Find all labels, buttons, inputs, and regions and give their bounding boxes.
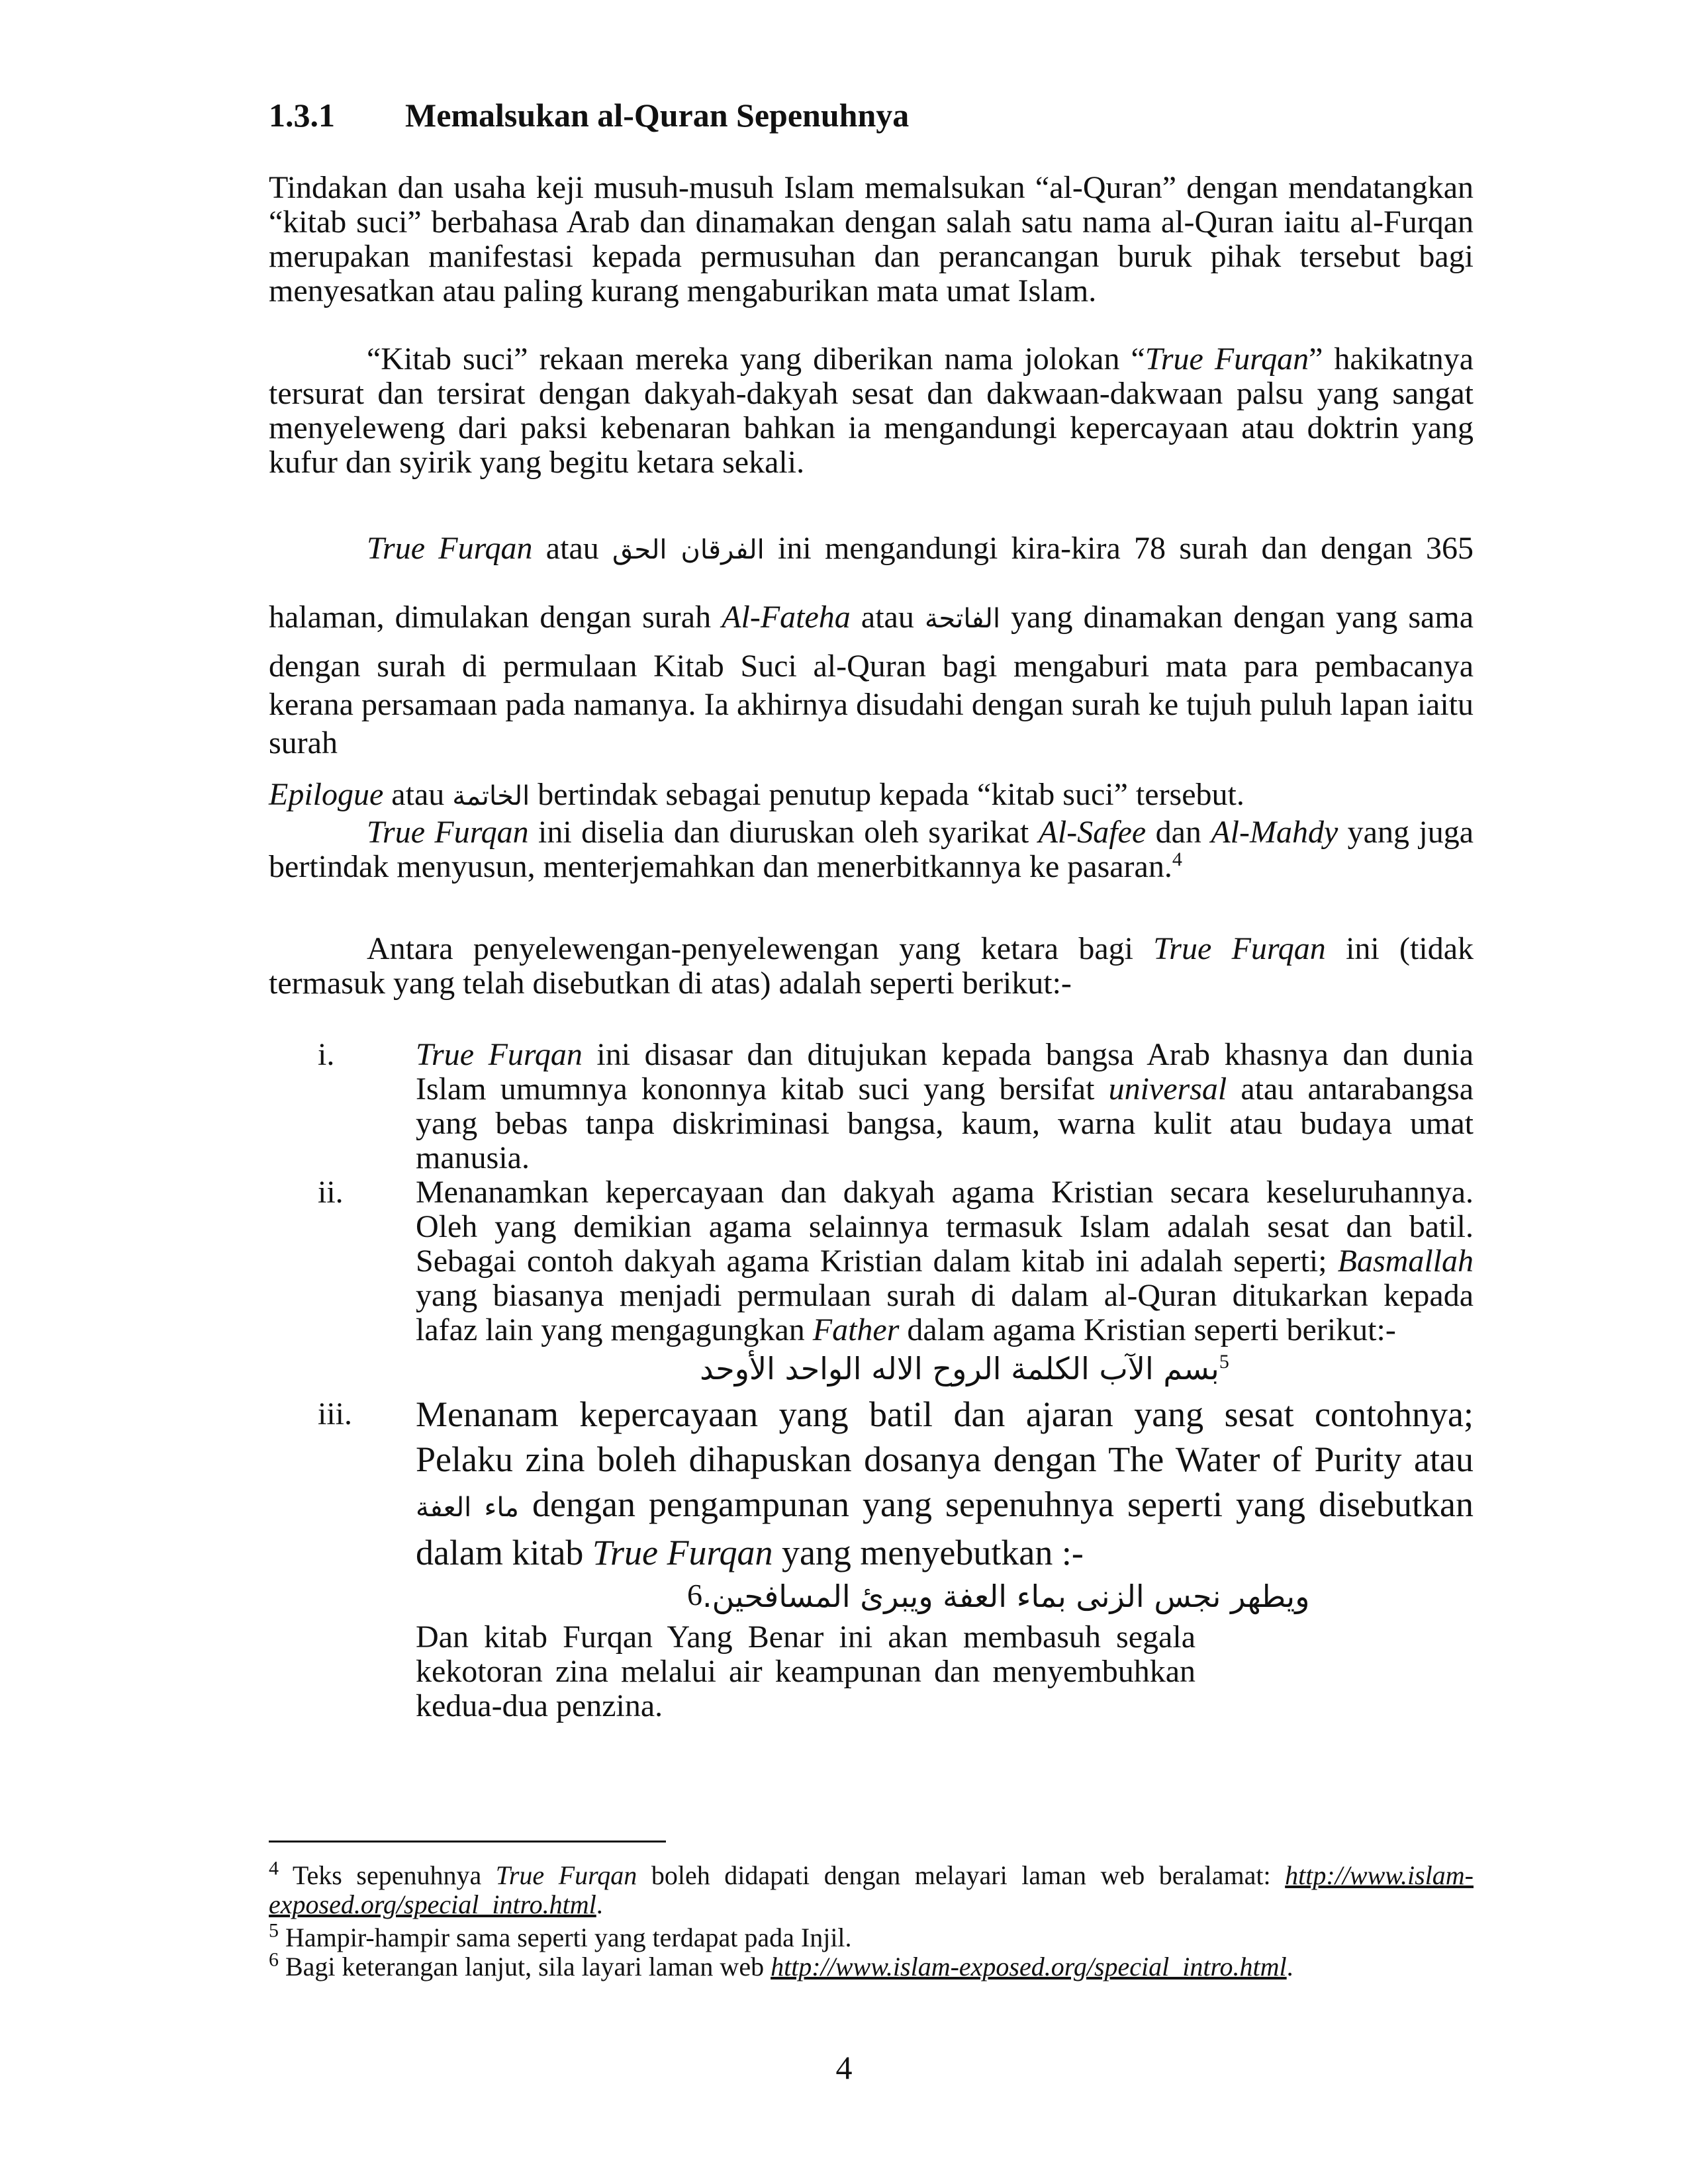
paragraph-4 <box>269 815 1474 884</box>
footnote-6 <box>269 1948 1474 1981</box>
page-number: 4 <box>835 2049 853 2086</box>
footnote-5 <box>269 1919 1474 1952</box>
text: ini diselia dan diuruskan oleh syarikat <box>528 815 1039 850</box>
text: dalam agama Kristian seperti berikut:- <box>899 1312 1396 1347</box>
text: Bagi keterangan lanjut, sila layari laman web <box>285 1952 771 1981</box>
text: atau <box>850 600 925 635</box>
list-marker: i. <box>318 1037 335 1072</box>
text: . <box>1286 1952 1293 1981</box>
text: “Kitab suci” rekaan mereka yang diberikan nama jolokan “ <box>367 341 1145 377</box>
text: Antara penyelewengan-penyelewengan yang ketara bagi <box>367 931 1154 966</box>
arabic-quote: بسم الآب الكلمة الروح الاله الواحد الأوحد <box>700 1351 1219 1387</box>
list-marker: iii. <box>318 1396 353 1432</box>
text: dengan pengampunan yang sepenuhnya seperti yang disebutkan dalam kitab <box>416 1484 1474 1572</box>
arabic-term: ماء العفة <box>416 1492 519 1523</box>
text: atau antarabangsa yang bebas tanpa diskriminasi bangsa, kaum, warna kulit atau budaya umat manusia. <box>416 1071 1474 1175</box>
footnote-4 <box>269 1857 1474 1919</box>
text: ini disasar dan ditujukan kepada bangsa Arab khasnya dan dunia Islam umumnya kononnya kitab suci yang bersifat <box>416 1037 1474 1107</box>
emphasis: Al-Mahdy <box>1211 815 1338 850</box>
footnote-ref[interactable]: 6 <box>687 1578 702 1612</box>
footnote-number: 6 <box>269 1948 279 1971</box>
list-marker: ii. <box>318 1175 344 1210</box>
list-item <box>269 1392 1474 1723</box>
text: dengan surah di permulaan Kitab Suci al-Quran bagi mengaburi mata para pembacanya kerana persamaan pada namanya. Ia akhirnya disudahi dengan surah ke tujuh puluh lapan iaitu surah <box>269 649 1474 760</box>
emphasis: True Furqan <box>1153 931 1326 966</box>
emphasis: universal <box>1108 1071 1227 1107</box>
text: yang menyebutkan :- <box>773 1533 1084 1572</box>
emphasis: True Furqan <box>416 1037 583 1072</box>
text: bertindak sebagai penutup kepada “kitab suci” tersebut. <box>530 777 1244 812</box>
text: Teks sepenuhnya <box>292 1860 496 1890</box>
text: yang dinamakan dengan yang sama <box>1000 600 1474 635</box>
footnote-link[interactable]: http://www.islam-exposed.org/special_intro.html <box>269 1860 1474 1919</box>
emphasis: Epilogue <box>269 777 384 812</box>
footnote-divider <box>269 1841 666 1843</box>
footnote-number: 5 <box>269 1919 279 1942</box>
text: yang biasanya menjadi permulaan surah di dalam al-Quran ditukarkan kepada lafaz lain yang mengagungkan <box>416 1278 1474 1347</box>
paragraph-3 <box>269 529 1474 815</box>
text: ” hakikatnya tersurat dan tersirat dengan dakyah-dakyah sesat dan dakwaan-dakwaan palsu yang sangat menyeleweng dari paksi kebenaran bahkan ia mengandungi kepercayaan atau doktrin yang kufur dan syirik yang begitu ketara sekali. <box>269 341 1474 480</box>
list-item <box>269 1175 1474 1387</box>
text: halaman, dimulakan dengan surah <box>269 600 722 635</box>
paragraph-5 <box>269 932 1474 1001</box>
text: boleh didapati dengan melayari laman web beralamat: <box>637 1860 1286 1890</box>
footnote-ref[interactable]: 4 <box>1172 848 1182 870</box>
text: dan <box>1146 815 1211 850</box>
text: atau <box>532 531 613 566</box>
text: Menanamkan kepercayaan dan dakyah agama Kristian secara keseluruhannya. Oleh yang demikian agama selainnya termasuk Islam adalah sesat dan batil. Sebagai contoh dakyah agama Kristian dalam kitab ini adalah seperti; <box>416 1175 1474 1279</box>
deviation-list <box>269 1038 1474 1723</box>
paragraph-2 <box>269 342 1474 480</box>
paragraph-1: Tindakan dan usaha keji musuh-musuh Islam memalsukan “al-Quran” dengan mendatangkan “kitab suci” berbahasa Arab dan dinamakan dengan salah satu nama al-Quran iaitu al-Furqan merupakan manifestasi kepada permusuhan dan perancangan buruk pihak tersebut bagi menyesatkan atau paling kurang mengaburikan mata umat Islam. <box>269 170 1474 308</box>
emphasis: True Furqan <box>367 531 533 566</box>
arabic-term: الفرقان الحق <box>612 535 765 565</box>
text: ini (tidak termasuk yang telah disebutkan di atas) adalah seperti berikut:- <box>269 931 1474 1001</box>
emphasis: Father <box>812 1312 900 1347</box>
text: Hampir-hampir sama seperti yang terdapat pada Injil. <box>285 1923 852 1952</box>
section-heading <box>269 96 909 134</box>
text: atau <box>383 777 453 812</box>
emphasis: Al-Fateha <box>722 600 851 635</box>
text: . <box>596 1889 603 1919</box>
footnote-number: 4 <box>269 1857 279 1880</box>
text: Menanam kepercayaan yang batil dan ajaran yang sesat contohnya; Pelaku zina boleh dihapuskan dosanya dengan The Water of Purity atau <box>416 1394 1474 1479</box>
footnote-link[interactable]: http://www.islam-exposed.org/special_intro.html <box>771 1952 1287 1981</box>
arabic-term: الخاتمة <box>452 781 530 811</box>
emphasis: Al-Safee <box>1038 815 1147 850</box>
list-item <box>269 1038 1474 1175</box>
arabic-term: الفاتحة <box>924 604 1001 634</box>
emphasis: True Furqan <box>1145 341 1309 377</box>
text: Dan kitab Furqan Yang Benar ini akan membasuh segala kekotoran zina melalui air keampunan dan menyembuhkan kedua-dua penzina. <box>416 1619 1196 1723</box>
text: yang juga bertindak menyusun, menterjemahkan dan menerbitkannya ke pasaran. <box>269 815 1474 884</box>
arabic-quote: ويطهر نجس الزنى بماء العفة ويبرئ المسافحين. <box>702 1578 1310 1614</box>
emphasis: True Furqan <box>592 1533 773 1572</box>
emphasis: True Furqan <box>367 815 529 850</box>
text: ini mengandungi kira-kira 78 surah dan dengan 365 <box>764 531 1474 566</box>
emphasis: Basmallah <box>1337 1244 1474 1279</box>
section-title: Memalsukan al-Quran Sepenuhnya <box>405 97 910 134</box>
footnote-ref[interactable]: 5 <box>1219 1351 1229 1373</box>
section-number: 1.3.1 <box>269 97 335 134</box>
emphasis: True Furqan <box>495 1860 637 1890</box>
